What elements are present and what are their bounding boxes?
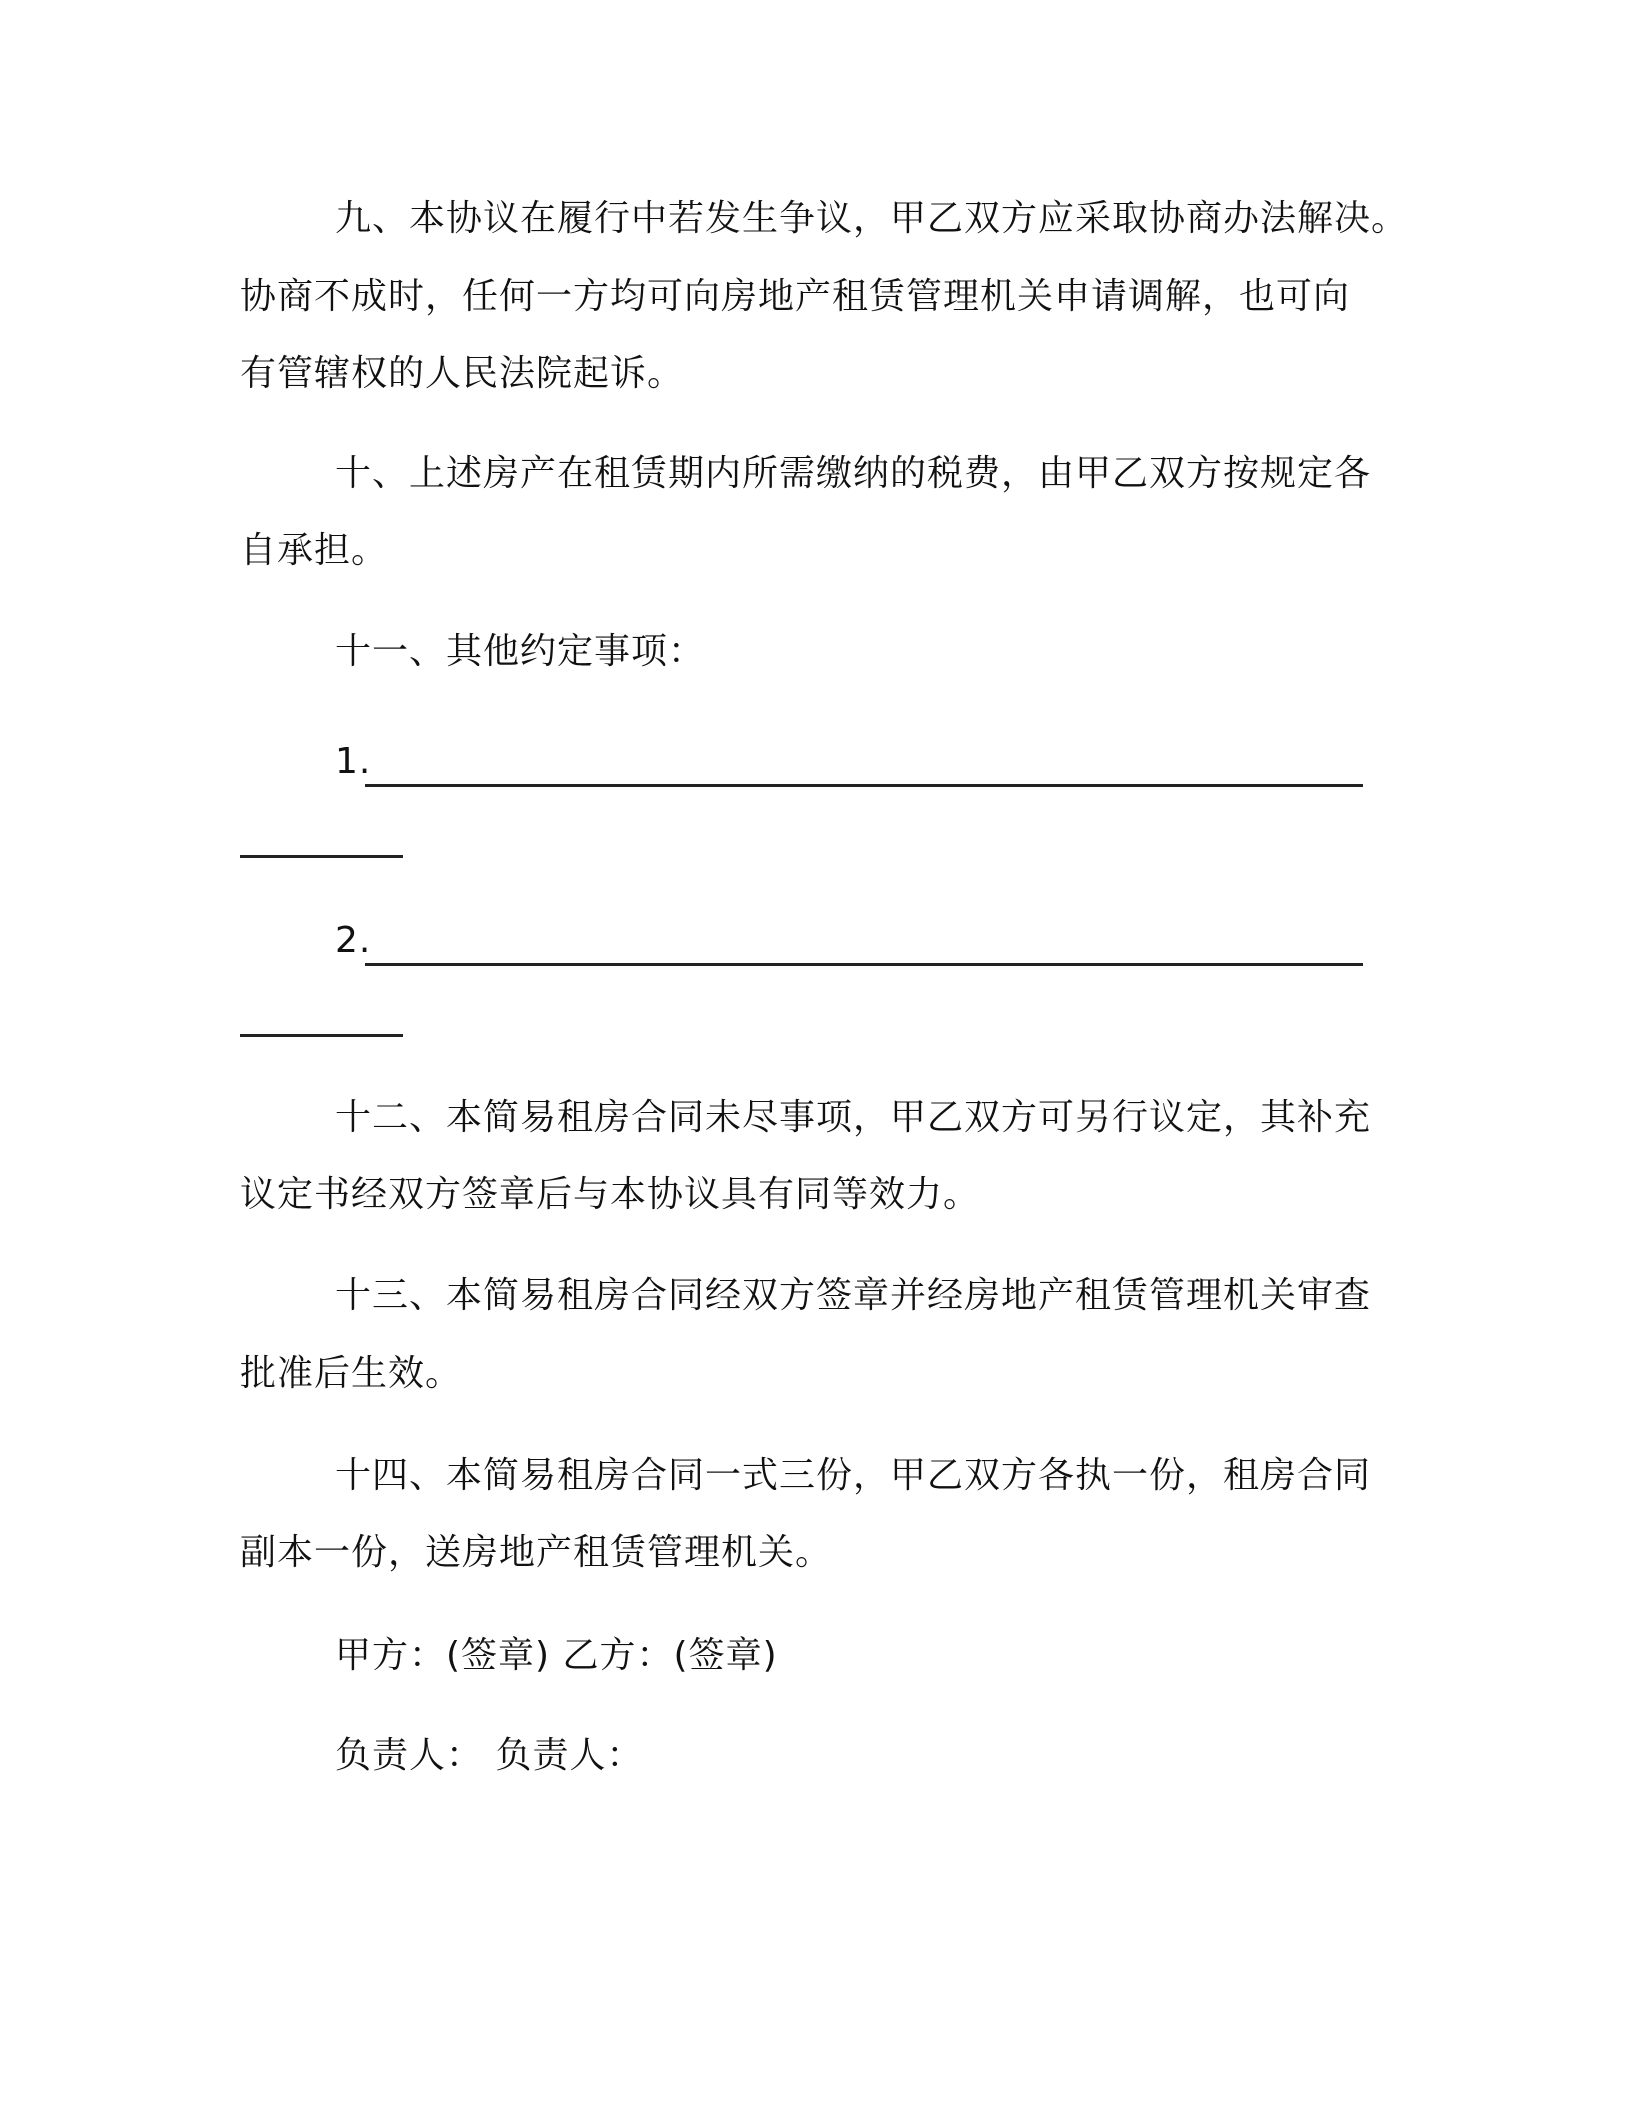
clause-12-line-1: 十二、本简易租房合同未尽事项，甲乙双方可另行议定，其补充 — [335, 1097, 1372, 1138]
clause-11-item-2-label: 2. — [335, 920, 372, 961]
clause-10-line-1: 十、上述房产在租赁期内所需缴纳的税费，由甲乙双方按规定各 — [335, 453, 1372, 494]
clause-14-line-2: 副本一份，送房地产租赁管理机关。 — [240, 1532, 833, 1573]
signature-parties-line: 甲方：(签章) 乙方：(签章) — [335, 1635, 778, 1676]
clause-9-line-3: 有管辖权的人民法院起诉。 — [240, 353, 685, 394]
clause-11-item-2-blank-line-continued — [240, 1034, 403, 1037]
clause-11-heading: 十一、其他约定事项： — [335, 631, 706, 672]
clause-11-item-1-label: 1. — [335, 741, 372, 782]
clause-10-line-2: 自承担。 — [240, 530, 389, 571]
signature-responsible-line: 负责人： 负责人： — [335, 1735, 644, 1776]
clause-14-line-1: 十四、本简易租房合同一式三份，甲乙双方各执一份，租房合同 — [335, 1455, 1372, 1496]
clause-11-item-2-blank-line — [365, 963, 1363, 966]
clause-13-line-1: 十三、本简易租房合同经双方签章并经房地产租赁管理机关审查 — [335, 1275, 1372, 1316]
clause-11-item-1-blank-line — [365, 784, 1363, 787]
clause-11-item-1-blank-line-continued — [240, 855, 403, 858]
clause-13-line-2: 批准后生效。 — [240, 1353, 463, 1394]
clause-9-line-1: 九、本协议在履行中若发生争议，甲乙双方应采取协商办法解决。 — [335, 198, 1409, 239]
clause-12-line-2: 议定书经双方签章后与本协议具有同等效力。 — [240, 1174, 981, 1215]
clause-9-line-2: 协商不成时，任何一方均可向房地产租赁管理机关申请调解，也可向 — [240, 276, 1351, 317]
